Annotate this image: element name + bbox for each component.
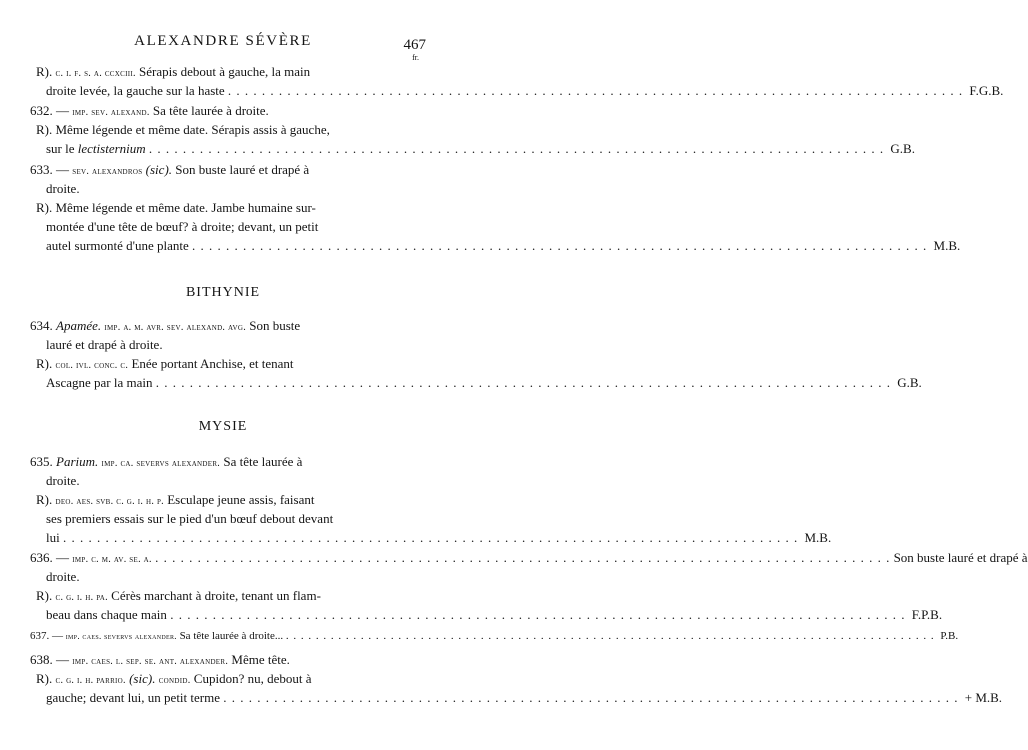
dot-leader	[155, 550, 890, 565]
dot-leader	[223, 690, 958, 705]
reverse-description: Enée portant Anchise, et tenant	[131, 356, 294, 371]
reverse-description: Même légende et même date. Sérapis assis à gauche,	[55, 122, 330, 137]
ditto-dash: —	[52, 630, 63, 642]
obverse-legend: imp. sev. alexand.	[72, 107, 150, 118]
ditto-dash: —	[56, 162, 69, 177]
obverse-description: Son buste lauré et drapé à	[175, 162, 310, 177]
obverse-legend: imp. c. m. av. se. a.	[72, 554, 152, 565]
section-title-bithynie: BITHYNIE	[185, 285, 261, 300]
dot-leader	[192, 238, 927, 253]
entry-635	[30, 452, 832, 547]
obverse-legend: imp. caes. severvs alexander.	[65, 631, 177, 641]
ditto-dash: —	[56, 550, 69, 565]
ditto-dash: —	[56, 103, 69, 118]
obverse-description: Sa tête laurée à droite.	[152, 103, 269, 118]
collection-mark: M.B.	[804, 530, 832, 545]
reverse-legend: condid.	[158, 675, 191, 686]
obverse-description: Sa tête laurée à droite...	[179, 630, 284, 642]
collection-mark: G.B.	[890, 141, 915, 156]
entry-637	[30, 627, 959, 646]
entry-number: 634.	[30, 318, 53, 333]
reverse-description: lui	[46, 530, 60, 545]
reverse-description: Esculape jeune assis, faisant	[167, 492, 315, 507]
price-unit-label: fr.	[412, 53, 419, 62]
obverse-description: Même tête.	[231, 652, 290, 667]
reverse-mark: R).	[36, 200, 53, 215]
reverse-description: droite levée, la gauche sur la haste	[46, 83, 225, 98]
obverse-description: droite.	[46, 569, 80, 584]
entry-number: 635.	[30, 454, 53, 469]
entry-number: 636.	[30, 550, 53, 565]
reverse-legend: deo. aes. svb. c. g. i. h. p.	[55, 496, 164, 507]
sic-note: (sic).	[145, 162, 173, 177]
sic-note: (sic).	[129, 671, 156, 686]
collection-mark: P.B.	[940, 630, 959, 642]
reverse-term: lectisternium	[77, 141, 146, 156]
reverse-legend: col. ivl. conc. c.	[55, 360, 129, 371]
dot-leader	[170, 607, 905, 622]
entry-number: 637.	[30, 630, 50, 642]
city-name: Apamée.	[56, 318, 102, 333]
section-title-mysie: MYSIE	[198, 419, 248, 434]
entry-636	[30, 548, 1028, 624]
city-name: Parium.	[56, 454, 99, 469]
obverse-description: droite.	[46, 473, 80, 488]
reverse-description: sur le	[46, 141, 75, 156]
reverse-mark: R).	[36, 122, 53, 137]
ditto-dash: —	[56, 652, 69, 667]
reverse-description: Sérapis debout à gauche, la main	[139, 64, 311, 79]
entry-number: 632.	[30, 103, 53, 118]
dot-leader	[149, 141, 884, 156]
reverse-description: Cupidon? nu, debout à	[193, 671, 312, 686]
obverse-legend: sev. alexandros	[72, 166, 143, 177]
entry-number: 638.	[30, 652, 53, 667]
reverse-description: autel surmonté d'une plante	[46, 238, 189, 253]
obverse-description: Sa tête laurée à	[223, 454, 303, 469]
collection-mark: G.B.	[897, 375, 922, 390]
reverse-legend: c. g. i. h. pa.	[55, 592, 108, 603]
reverse-mark: R).	[36, 588, 53, 603]
collection-mark: F.G.B.	[969, 83, 1004, 98]
obverse-description: droite.	[46, 181, 80, 196]
page-number: 467	[403, 37, 426, 53]
collection-mark: F.P.B.	[911, 607, 943, 622]
reverse-description: Même légende et même date. Jambe humaine sur-	[55, 200, 316, 215]
dot-leader	[228, 83, 963, 98]
reverse-mark: R).	[36, 356, 53, 371]
obverse-description: lauré et drapé à droite.	[46, 337, 163, 352]
obverse-legend: imp. caes. l. sep. se. ant. alexander.	[72, 656, 229, 667]
reverse-description: beau dans chaque main	[46, 607, 167, 622]
dot-leader	[156, 375, 891, 390]
obverse-description: Son buste	[249, 318, 301, 333]
dot-leader	[286, 630, 935, 642]
reverse-mark: R).	[36, 671, 53, 686]
obverse-description: Son buste lauré et drapé à	[893, 550, 1028, 565]
reverse-mark: R).	[36, 64, 53, 79]
reverse-description: Cérès marchant à droite, tenant un flam-	[111, 588, 321, 603]
collection-mark: + M.B.	[964, 690, 1003, 705]
entry-638	[30, 650, 1003, 707]
reverse-legend: c. g. i. h. parrio.	[55, 675, 126, 686]
reverse-description: gauche; devant lui, un petit terme	[46, 690, 220, 705]
page-header	[0, 30, 446, 62]
reverse-description: Ascagne par la main	[46, 375, 153, 390]
entry-634	[30, 316, 922, 392]
entry-633	[30, 160, 961, 255]
obverse-legend: imp. ca. severvs alexander.	[101, 458, 221, 469]
obverse-legend: imp. a. m. avr. sev. alexand. avg.	[104, 322, 246, 333]
entry-continuation	[30, 62, 1004, 100]
reverse-legend: c. i. f. s. a. ccxciii.	[55, 68, 136, 79]
entry-632	[30, 101, 915, 158]
reverse-description: montée d'une tête de bœuf? à droite; devant, un petit	[46, 219, 319, 234]
collection-mark: M.B.	[933, 238, 961, 253]
running-title: ALEXANDRE SÉVÈRE	[134, 33, 312, 49]
reverse-mark: R).	[36, 492, 53, 507]
entry-number: 633.	[30, 162, 53, 177]
dot-leader	[63, 530, 798, 545]
reverse-description: ses premiers essais sur le pied d'un bœuf debout devant	[46, 511, 334, 526]
